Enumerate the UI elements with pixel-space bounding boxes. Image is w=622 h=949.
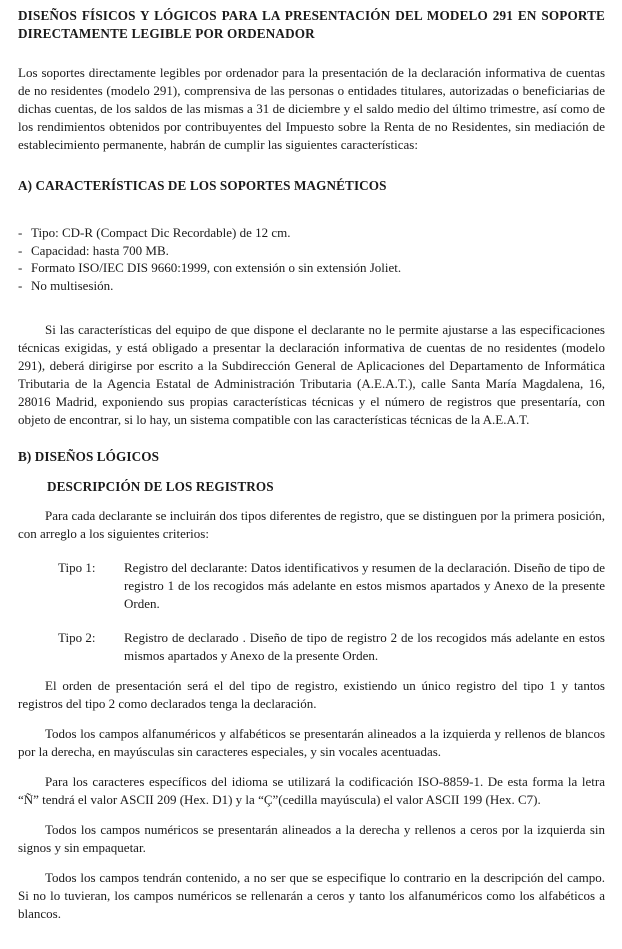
- section-b-heading: B) DISEÑOS LÓGICOS: [18, 449, 160, 464]
- order-paragraph: El orden de presentación será el del tipo de registro, existiendo un único registro del tipo 1 y tantos registros del tipo 2 como declarados tenga la declaración.: [18, 678, 605, 711]
- tipo-2-label: Tipo 2:: [58, 630, 96, 645]
- numeric-fields-paragraph: Todos los campos numéricos se presentarán alineados a la derecha y rellenos a ceros por la izquierda sin signos y sin empaquetar.: [18, 822, 605, 855]
- section-a-paragraph: Si las características del equipo de que dispone el declarante no le permite ajustarse a las especificaciones técnicas exigidas, y está obligado a presentar la declaración informativa de cuentas de no residentes (modelo 291), deberá dirigirse por escrito a la Subdirección General de Aplicaciones del Departamento de Informática Tributaria de la Agencia Estatal de Administración Tributaria (A.E.A.T.), calle Santa María Magdalena, 16, 28016 Madrid, exponiendo sus propias características técnicas y el número de registros que presentaría, con objeto de encontrar, si lo hay, un sistema compatible con las características técnicas de la A.E.A.T.: [18, 322, 605, 427]
- document-title: DISEÑOS FÍSICOS Y LÓGICOS PARA LA PRESENTACIÓN DEL MODELO 291 EN SOPORTE DIRECTAMENTE LEGIBLE POR ORDENADOR: [18, 8, 605, 41]
- dash-bullet-marker: -: [18, 225, 23, 240]
- dash-bullet-marker: -: [18, 242, 23, 258]
- dash-bullet-marker: -: [18, 277, 23, 293]
- dash-bullet-marker: -: [18, 260, 23, 275]
- list-item: [18, 277, 605, 295]
- intro-paragraph: Los soportes directamente legibles por ordenador para la presentación de la declaración informativa de cuentas de no residentes (modelo 291), comprensiva de las personas o entidades titulares, autorizadas o beneficiarias de dichas cuentas, de los saldos de las mismas a 31 de diciembre y el saldo medio del último trimestre, así como de los rendimientos obtenidos por contribuyentes del Impuesto sobre la Renta de no Residentes, sin mediación de establecimiento permanente, habrán de cumplir las siguientes características:: [18, 65, 605, 152]
- charset-paragraph: Para los caracteres específicos del idioma se utilizará la codificación ISO-8859-1. De esta forma la letra “Ñ” tendrá el valor ASCII 209 (Hex. D1) y la “Ç”(cedilla mayúscula) el valor ASCII 199 (Hex. C7).: [18, 774, 605, 807]
- list-item-text: Capacidad: hasta 700 MB.: [31, 242, 169, 258]
- tipo-1-text: Registro del declarante: Datos identificativos y resumen de la declaración. Diseño de tipo de registro 1 de los recogidos más adelante en estos mismos apartados y Anexo de la presente Orden.: [124, 560, 605, 611]
- magnetic-media-specs-list: [18, 224, 605, 294]
- section-a-heading: A) CARACTERÍSTICAS DE LOS SOPORTES MAGNÉTICOS: [18, 178, 387, 193]
- list-item-text: Tipo: CD-R (Compact Dic Recordable) de 12 cm.: [31, 225, 291, 240]
- list-item-text: Formato ISO/IEC DIS 9660:1999, con extensión o sin extensión Joliet.: [31, 260, 402, 275]
- registros-subheading: DESCRIPCIÓN DE LOS REGISTROS: [47, 479, 274, 494]
- list-item: [18, 224, 605, 242]
- field-content-paragraph: Todos los campos tendrán contenido, a no ser que se especifique lo contrario en la descripción del campo. Si no lo tuvieran, los campos numéricos se rellenarán a ceros y tanto los alfanuméricos como los alfabéticos a blancos.: [18, 870, 605, 921]
- tipo-1-definition: [58, 559, 605, 613]
- registros-intro-paragraph: Para cada declarante se incluirán dos tipos diferentes de registro, que se distinguen por la primera posición, con arreglo a los siguientes criterios:: [18, 508, 605, 541]
- tipo-1-label: Tipo 1:: [58, 560, 96, 575]
- list-item: [18, 259, 605, 277]
- tipo-2-text: Registro de declarado . Diseño de tipo de registro 2 de los recogidos más adelante en estos mismos apartados y Anexo de la presente Orden.: [124, 630, 605, 663]
- list-item-text: No multisesión.: [31, 277, 114, 293]
- alphanumeric-fields-paragraph: Todos los campos alfanuméricos y alfabéticos se presentarán alineados a la izquierda y rellenos de blancos por la derecha, en mayúsculas sin caracteres especiales, y sin vocales acentuadas.: [18, 726, 605, 759]
- list-item: [18, 242, 605, 260]
- tipo-2-definition: [58, 629, 605, 665]
